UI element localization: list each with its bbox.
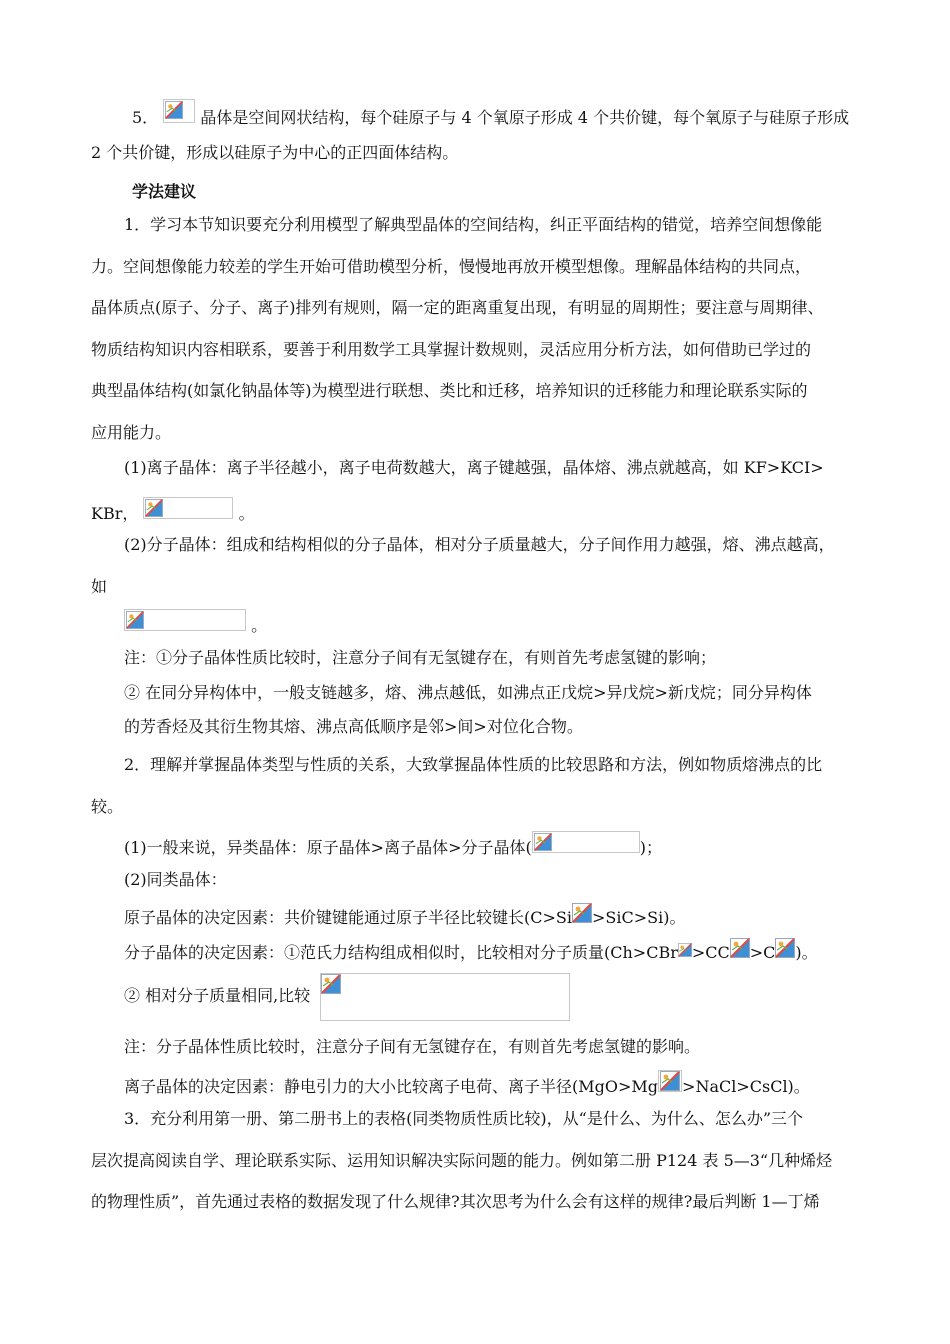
inline-text: (1)一般来说，异类晶体：原子晶体>离子晶体>分子晶体( [124,838,532,857]
paragraph-line: 晶体质点(原子、分子、离子)排列有规则，隔一定的距离重复出现，有明显的周期性；要注意与周期律、 [91,298,824,317]
embedded-image [730,938,750,958]
paragraph-line: 的芳香烃及其衍生物其熔、沸点高低顺序是邻>间>对位化合物。 [124,717,583,736]
paragraph-line [124,903,685,925]
paragraph-line: 物质结构知识内容相联系，要善于利用数学工具掌握计数规则，灵活应用分析方法，如何借助已学过的 [91,340,812,359]
embedded-image [532,831,640,853]
paragraph-line [124,1070,810,1096]
embedded-image [163,99,195,123]
embedded-image [143,497,233,519]
inline-text: )； [639,838,662,857]
broken-image-icon [321,974,341,994]
embedded-image [678,942,692,958]
embedded-image [572,903,592,923]
embedded-image [775,938,795,958]
broken-image-icon [145,499,163,517]
paragraph-line [91,497,255,523]
broken-image-icon [775,938,795,958]
paragraph-line [124,938,818,960]
inline-text: 分子晶体的决定因素：①范氏力结构组成相似时，比较相对分子质量(Ch>CBr [124,943,678,962]
item-number: 5． [132,108,159,127]
inline-text: >NaCl>CsCl)。 [682,1077,810,1096]
inline-text: >CC [691,943,730,962]
paragraph-line: 力。空间想像能力较差的学生开始可借助模型分析，慢慢地再放开模型想像。理解晶体结构的共同点， [91,257,812,276]
paragraph-line: (2)同类晶体： [124,870,227,889]
broken-image-icon [534,833,552,851]
inline-text: 原子晶体的决定因素：共价键键能通过原子半径比较键长(C>Si [124,908,572,927]
paragraph-line: 层次提高阅读自学、理论联系实际、运用知识解决实际问题的能力。例如第二册 P124 表 5—3“几种烯烃 [91,1151,833,1170]
broken-image-icon [126,611,144,629]
inline-text: >SiC>Si)。 [591,908,686,927]
paragraph-line: 注：分子晶体性质比较时，注意分子间有无氢键存在，有则首先考虑氢键的影响。 [124,1037,701,1056]
broken-image-icon [678,943,692,957]
paragraph-line: ② 在同分异构体中，一般支链越多，熔、沸点越低，如沸点正戊烷>异戊烷>新戊烷；同分异构体 [124,683,812,702]
paragraph-line: 如 [91,577,108,596]
inline-text: 。 [238,504,255,523]
paragraph-line: 应用能力。 [91,423,172,442]
paragraph-line: (2)分子晶体：组成和结构相似的分子晶体，相对分子质量越大，分子间作用力越强，熔、沸点越高， [124,535,835,554]
paragraph-line: (1)离子晶体：离子半径越小，离子电荷数越大，离子键越强，晶体熔、沸点就越高，如 KF>KCI> [124,458,824,477]
broken-image-icon [165,101,183,119]
broken-image-icon [572,903,592,923]
paragraph-line [124,831,662,857]
paragraph-line [124,609,268,635]
embedded-image [658,1070,682,1092]
paragraph-line: 较。 [91,797,124,816]
paragraph-text: 晶体是空间网状结构，每个硅原子与 4 个氧原子形成 4 个共价键，每个氧原子与硅原子形成 [200,108,850,127]
paragraph-line: 3．充分利用第一册、第二册书上的表格(同类物质性质比较)，从“是什么、为什么、怎么办”三个 [124,1109,804,1128]
broken-image-icon [730,938,750,958]
embedded-image [320,973,570,1021]
inline-text: 离子晶体的决定因素：静电引力的大小比较离子电荷、离子半径(MgO>Mg [124,1077,659,1096]
embedded-image [124,609,246,631]
paragraph-line: 1．学习本节知识要充分利用模型了解典型晶体的空间结构，纠正平面结构的错觉，培养空间想像能 [124,215,823,234]
inline-text: 。 [251,616,268,635]
paragraph-line: 2．理解并掌握晶体类型与性质的关系，大致掌握晶体性质的比较思路和方法，例如物质熔沸点的比 [124,755,823,774]
paragraph-line: 典型晶体结构(如氯化钠晶体等)为模型进行联想、类比和迁移，培养知识的迁移能力和理论联系实际的 [91,381,808,400]
inline-text: KBr， [91,504,139,523]
paragraph-line: 的物理性质”，首先通过表格的数据发现了什么规律?其次思考为什么会有这样的规律?最后判断 1—丁烯 [91,1192,820,1211]
inline-text: )。 [795,943,818,962]
section-heading: 学法建议 [132,182,197,201]
broken-image-icon [660,1071,680,1091]
paragraph-line [132,99,850,127]
paragraph-line: ② 相对分子质量相同,比较 [124,986,311,1005]
inline-text: >C [749,943,776,962]
paragraph-line: 注：①分子晶体性质比较时，注意分子间有无氢键存在，有则首先考虑氢键的影响； [124,648,717,667]
paragraph-line: 2 个共价键，形成以硅原子为中心的正四面体结构。 [91,143,459,162]
